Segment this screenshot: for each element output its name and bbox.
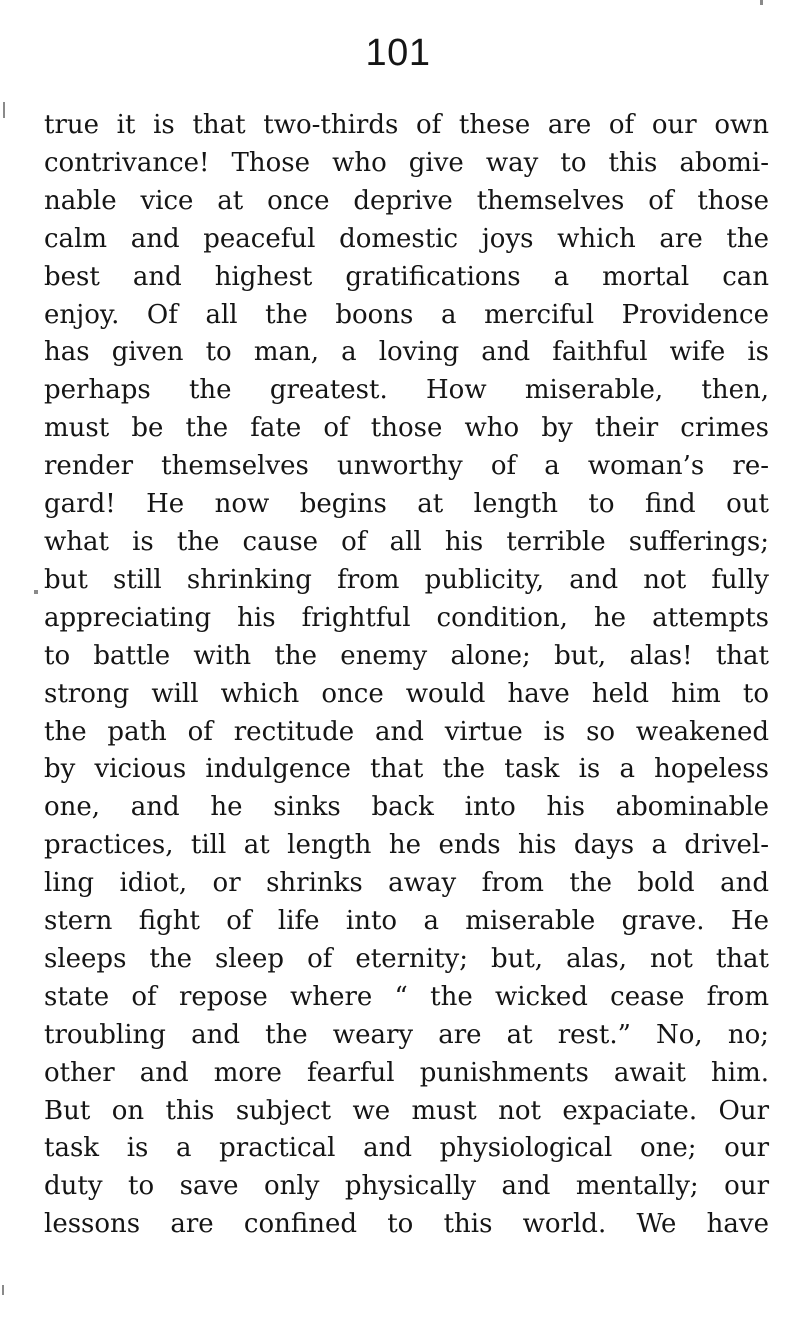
text-line: has given to man, a loving and faithful wife is bbox=[44, 337, 769, 368]
text-line: state of repose where “ the wicked cease from bbox=[44, 981, 769, 1012]
text-line: gard! He now begins at length to find out bbox=[44, 489, 769, 520]
text-line: calm and peaceful domestic joys which are the bbox=[44, 223, 769, 254]
text-line: true it is that two-thirds of these are of our own bbox=[44, 110, 769, 140]
scan-speck bbox=[2, 1285, 4, 1295]
text-line: perhaps the greatest. How miserable, then, bbox=[44, 375, 769, 406]
scan-speck bbox=[34, 590, 38, 594]
text-line: strong will which once would have held him to bbox=[44, 678, 769, 709]
text-line: what is the cause of all his terrible sufferings; bbox=[44, 526, 769, 557]
text-line: task is a practical and physiological one; our bbox=[44, 1133, 769, 1164]
text-line: must be the fate of those who by their crimes bbox=[44, 413, 769, 444]
text-line: nable vice at once deprive themselves of those bbox=[44, 185, 769, 216]
scan-speck bbox=[3, 102, 5, 118]
text-line: lessons are confined to this world. We have bbox=[44, 1209, 769, 1240]
text-line: render themselves unworthy of a woman’s re- bbox=[44, 451, 769, 482]
text-line: appreciating his frightful condition, he attempts bbox=[44, 602, 769, 633]
text-line: one, and he sinks back into his abominable bbox=[44, 792, 769, 823]
text-line: best and highest gratifications a mortal can bbox=[44, 261, 769, 292]
text-line: but still shrinking from publicity, and not fully bbox=[44, 564, 769, 595]
text-line: contrivance! Those who give way to this abomi- bbox=[44, 147, 769, 178]
page-number: 101 bbox=[365, 32, 431, 74]
text-line: troubling and the weary are at rest.” No, no; bbox=[44, 1019, 769, 1050]
text-line: stern fight of life into a miserable grave. He bbox=[44, 906, 769, 937]
text-line: duty to save only physically and mentally; our bbox=[44, 1171, 769, 1202]
text-line: ling idiot, or shrinks away from the bold and bbox=[44, 868, 769, 899]
scan-speck bbox=[760, 0, 763, 5]
text-line: other and more fearful punishments await him. bbox=[44, 1057, 769, 1088]
text-line: to battle with the enemy alone; but, alas! that bbox=[44, 640, 769, 671]
text-line: enjoy. Of all the boons a merciful Providence bbox=[44, 299, 769, 330]
text-line: by vicious indulgence that the task is a hopeless bbox=[44, 754, 769, 785]
text-line: sleeps the sleep of eternity; but, alas, not that bbox=[44, 943, 769, 974]
text-line: practices, till at length he ends his days a drivel- bbox=[44, 830, 769, 861]
body-text bbox=[44, 107, 769, 1244]
text-line: the path of rectitude and virtue is so weakened bbox=[44, 716, 769, 747]
text-line: But on this subject we must not expaciate. Our bbox=[44, 1095, 769, 1126]
